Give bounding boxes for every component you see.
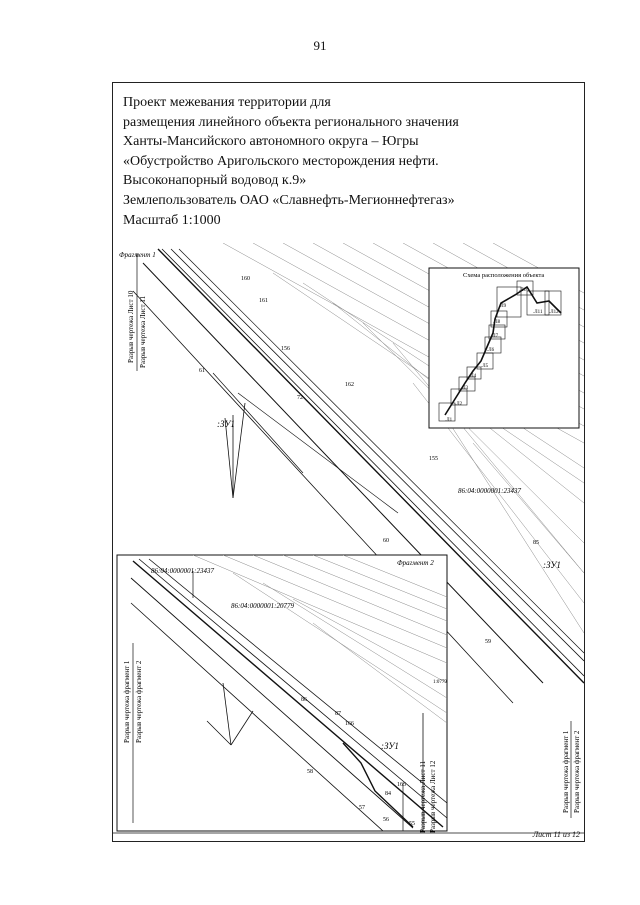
- point-162: 162: [345, 382, 354, 388]
- inset-sheet-9: .Л9: [499, 304, 507, 309]
- zu1-right: :ЗУ1: [543, 560, 561, 570]
- point-155: 155: [429, 456, 438, 462]
- point-161: 161: [259, 298, 268, 304]
- break-sheet11-label: Разрыв чертежа Лист 11: [139, 295, 147, 368]
- parcel-20779-frag2: 86:04:0000001:20779: [231, 602, 294, 610]
- fragment2: [117, 555, 447, 833]
- point-60: 60: [383, 538, 389, 544]
- point-84: 84: [385, 791, 391, 797]
- point-85: 85: [533, 540, 539, 546]
- fragment1-label: Фрагмент 1: [119, 251, 156, 259]
- fragment2-label: Фрагмент 2: [397, 559, 434, 567]
- zu1-leaders: [225, 403, 245, 498]
- title-line-7: Масштаб 1:1000: [123, 212, 221, 228]
- inset-title: Схема расположения объекта: [463, 272, 545, 279]
- point-72: 72: [297, 395, 303, 401]
- truncated-id: 1:0779: [433, 680, 447, 685]
- title-line-5: Высоконапорный водовод к.9»: [123, 173, 307, 189]
- inset-sheet-4: .Л4: [469, 374, 477, 379]
- point-86: 86: [301, 697, 307, 703]
- inset-sheet-12: .Л12: [549, 310, 559, 315]
- break-sheet11-mid: Разрыв чертежа Лист 11: [419, 760, 427, 833]
- document-frame: [112, 82, 585, 842]
- point-56: 56: [383, 817, 389, 823]
- break-fragment2-right: Разрыв чертежа фрагмент 2: [573, 730, 581, 813]
- point-160: 160: [241, 276, 250, 282]
- point-166: 166: [345, 721, 354, 727]
- zu1-main: :ЗУ1: [217, 419, 235, 429]
- page-number: 91: [313, 38, 327, 53]
- break-fragment2-left: Разрыв чертежа фрагмент 2: [135, 660, 143, 743]
- parcel-23437-frag2: 86:04:0000001:23437: [151, 567, 214, 575]
- title-line-6: Землепользователь ОАО «Славнефть-Мегионнефтегаз»: [123, 192, 455, 208]
- title-line-1: Проект межевания территории для: [123, 95, 331, 110]
- point-165: 165: [397, 782, 406, 788]
- inset-sheet-11: .Л11: [533, 310, 543, 315]
- title-block: [123, 93, 459, 230]
- point-58: 58: [307, 769, 313, 775]
- break-sheet10-label: Разрыв чертежа Лист 10: [127, 290, 135, 363]
- title-line-4: «Обустройство Аригольского месторождения нефти.: [123, 153, 439, 169]
- inset-sheet-1: .Л1: [445, 418, 453, 423]
- inset-sheet-7: .Л7: [491, 334, 499, 339]
- title-line-2: размещения линейного объекта регионального значения: [123, 114, 459, 130]
- point-156: 156: [281, 346, 290, 352]
- inset-sheet-10: .Л10: [519, 288, 529, 293]
- inset-sheet-5: .Л5: [481, 364, 489, 369]
- survey-drawing: [113, 243, 584, 841]
- point-59: 59: [485, 639, 491, 645]
- break-fragment1-right: Разрыв чертежа фрагмент 1: [562, 730, 570, 813]
- title-line-3: Ханты-Мансийского автономного округа – Югры: [123, 134, 419, 150]
- sheet-footer: Лист 11 из 12: [532, 830, 580, 839]
- break-sheet12-mid: Разрыв чертежа Лист 12: [429, 760, 437, 833]
- inset-sheet-8: .Л8: [493, 320, 501, 325]
- inset-sheet-6: .Л6: [487, 348, 495, 353]
- point-57: 57: [359, 805, 365, 811]
- inset-sheet-3: .Л3: [461, 386, 469, 391]
- point-61: 61: [199, 368, 205, 374]
- point-87: 87: [335, 711, 341, 717]
- location-inset: [429, 268, 579, 428]
- inset-sheet-2: .Л2: [455, 402, 463, 407]
- parcel-23437-main: 86:04:0000001:23437: [458, 487, 521, 495]
- break-fragment1-left: Разрыв чертежа фрагмент 1: [123, 660, 131, 743]
- point-55: 55: [409, 821, 415, 827]
- zu1-frag2: :ЗУ1: [381, 741, 399, 751]
